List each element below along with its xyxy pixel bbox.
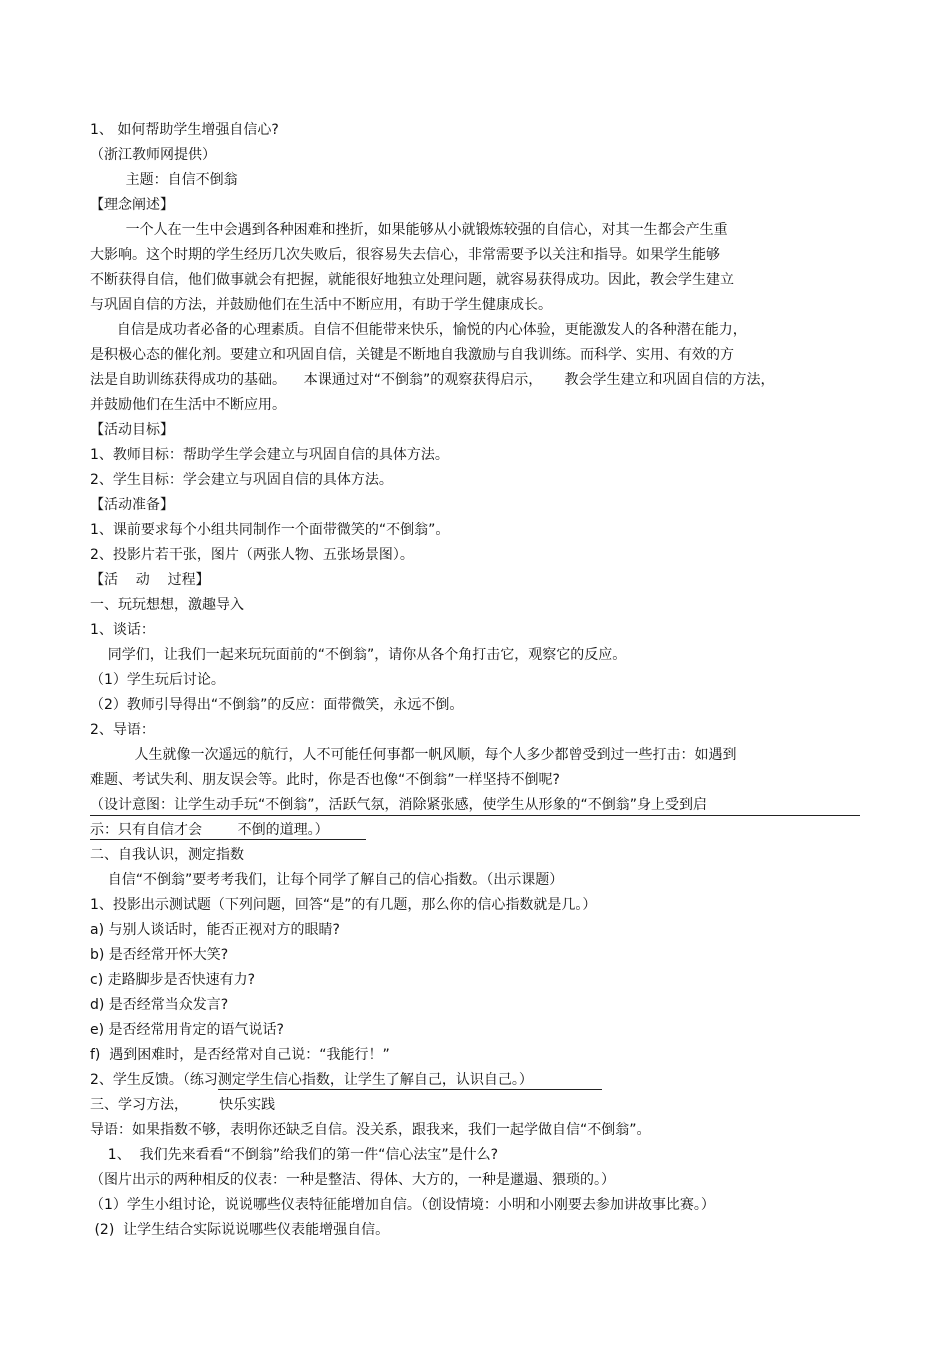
quiz-item: b) 是否经常开怀大笑? <box>90 947 229 963</box>
paragraph-line: 人生就像一次遥远的航行，人不可能任何事都一帆风顺，每个人多少都曾受到过一些打击：如遇到 <box>90 747 737 763</box>
paragraph-line: （图片出示的两种相反的仪表：一种是整洁、得体、大方的，一种是邋遢、猥琐的。） <box>90 1172 615 1188</box>
design-intent-line: （设计意图：让学生动手玩“不倒翁”，活跃气氛，消除紧张感，使学生从形象的“不倒翁”身上受到启 <box>90 797 708 813</box>
paragraph-line: 自信“不倒翁”要考考我们，让每个同学了解自己的信心指数。（出示课题） <box>90 872 564 888</box>
design-intent-line: 示：只有自信才会 不倒的道理。） <box>90 822 329 838</box>
section-heading-concept: 【理念阐述】 <box>90 197 174 213</box>
list-item: 2、导语： <box>90 722 155 738</box>
part-heading: 二、自我认识，测定指数 <box>90 847 244 863</box>
underline-rule <box>90 815 860 816</box>
list-item: （2）教师引导得出“不倒翁”的反应：面带微笑，永远不倒。 <box>90 697 464 713</box>
part-heading: 一、玩玩想想，激趣导入 <box>90 597 244 613</box>
paragraph-line: 不断获得自信，他们做事就会有把握，就能很好地独立处理问题，就容易获得成功。因此，教会学生建立 <box>90 272 734 288</box>
theme-line: 主题：自信不倒翁 <box>90 172 238 188</box>
list-item: 1、教师目标：帮助学生学会建立与巩固自信的具体方法。 <box>90 447 449 463</box>
question-heading: 1、 如何帮助学生增强自信心? <box>90 122 279 138</box>
paragraph-line: 难题、考试失利、朋友误会等。此时，你是否也像“不倒翁”一样坚持不倒呢? <box>90 772 560 788</box>
paragraph-line: 同学们，让我们一起来玩玩面前的“不倒翁”，请你从各个角打击它，观察它的反应。 <box>90 647 627 663</box>
list-item: 2、投影片若干张，图片（两张人物、五张场景图）。 <box>90 547 414 563</box>
list-item: 1、课前要求每个小组共同制作一个面带微笑的“不倒翁”。 <box>90 522 450 538</box>
paragraph-line: 自信是成功者必备的心理素质。自信不但能带来快乐，愉悦的内心体验，更能激发人的各种潜在能力， <box>90 322 747 338</box>
list-item: （1）学生玩后讨论。 <box>90 672 225 688</box>
quiz-item: a) 与别人谈话时，能否正视对方的眼睛? <box>90 922 340 938</box>
paragraph-line: 与巩固自信的方法，并鼓励他们在生活中不断应用，有助于学生健康成长。 <box>90 297 552 313</box>
list-item: 2、学生反馈。（练习测定学生信心指数，让学生了解自己，认识自己。） <box>90 1072 533 1088</box>
list-item: 1、谈话： <box>90 622 155 638</box>
section-heading-preparation: 【活动准备】 <box>90 497 174 513</box>
list-item: （1）学生小组讨论，说说哪些仪表特征能增加自信。（创设情境：小明和小刚要去参加讲故事比赛。） <box>90 1197 715 1213</box>
quiz-item: e) 是否经常用肯定的语气说话? <box>90 1022 284 1038</box>
list-item: 1、投影出示测试题（下列问题，回答“是”的有几题，那么你的信心指数就是几。） <box>90 897 597 913</box>
list-item: 2、学生目标：学会建立与巩固自信的具体方法。 <box>90 472 393 488</box>
quiz-item: c) 走路脚步是否快速有力? <box>90 972 256 988</box>
underline-rule <box>90 839 366 840</box>
list-item: 1、 我们先来看看“不倒翁”给我们的第一件“信心法宝”是什么? <box>90 1147 499 1163</box>
section-heading-goals: 【活动目标】 <box>90 422 174 438</box>
paragraph-line: 导语：如果指数不够，表明你还缺乏自信。没关系，跟我来，我们一起学做自信“不倒翁”。 <box>90 1122 651 1138</box>
paragraph-line: 法是自助训练获得成功的基础。 本课通过对“不倒翁”的观察获得启示， 教会学生建立和巩固自信的方法， <box>90 372 775 388</box>
quiz-item: d) 是否经常当众发言? <box>90 997 229 1013</box>
list-item: (2) 让学生结合实际说说哪些仪表能增强自信。 <box>90 1222 390 1238</box>
paragraph-line: 一个人在一生中会遇到各种困难和挫折，如果能够从小就锻炼较强的自信心，对其一生都会产生重 <box>90 222 728 238</box>
quiz-item: f) 遇到困难时，是否经常对自己说：“我能行！” <box>90 1047 390 1063</box>
part-heading: 三、学习方法， 快乐实践 <box>90 1097 276 1113</box>
source-note: （浙江教师网提供） <box>90 147 216 163</box>
paragraph-line: 并鼓励他们在生活中不断应用。 <box>90 397 286 413</box>
paragraph-line: 是积极心态的催化剂。要建立和巩固自信，关键是不断地自我激励与自我训练。而科学、实用、有效的方 <box>90 347 734 363</box>
paragraph-line: 大影响。这个时期的学生经历几次失败后，很容易失去信心，非常需要予以关注和指导。如果学生能够 <box>90 247 720 263</box>
underline-rule <box>218 1089 602 1090</box>
section-heading-process: 【活 动 过程】 <box>90 572 210 588</box>
